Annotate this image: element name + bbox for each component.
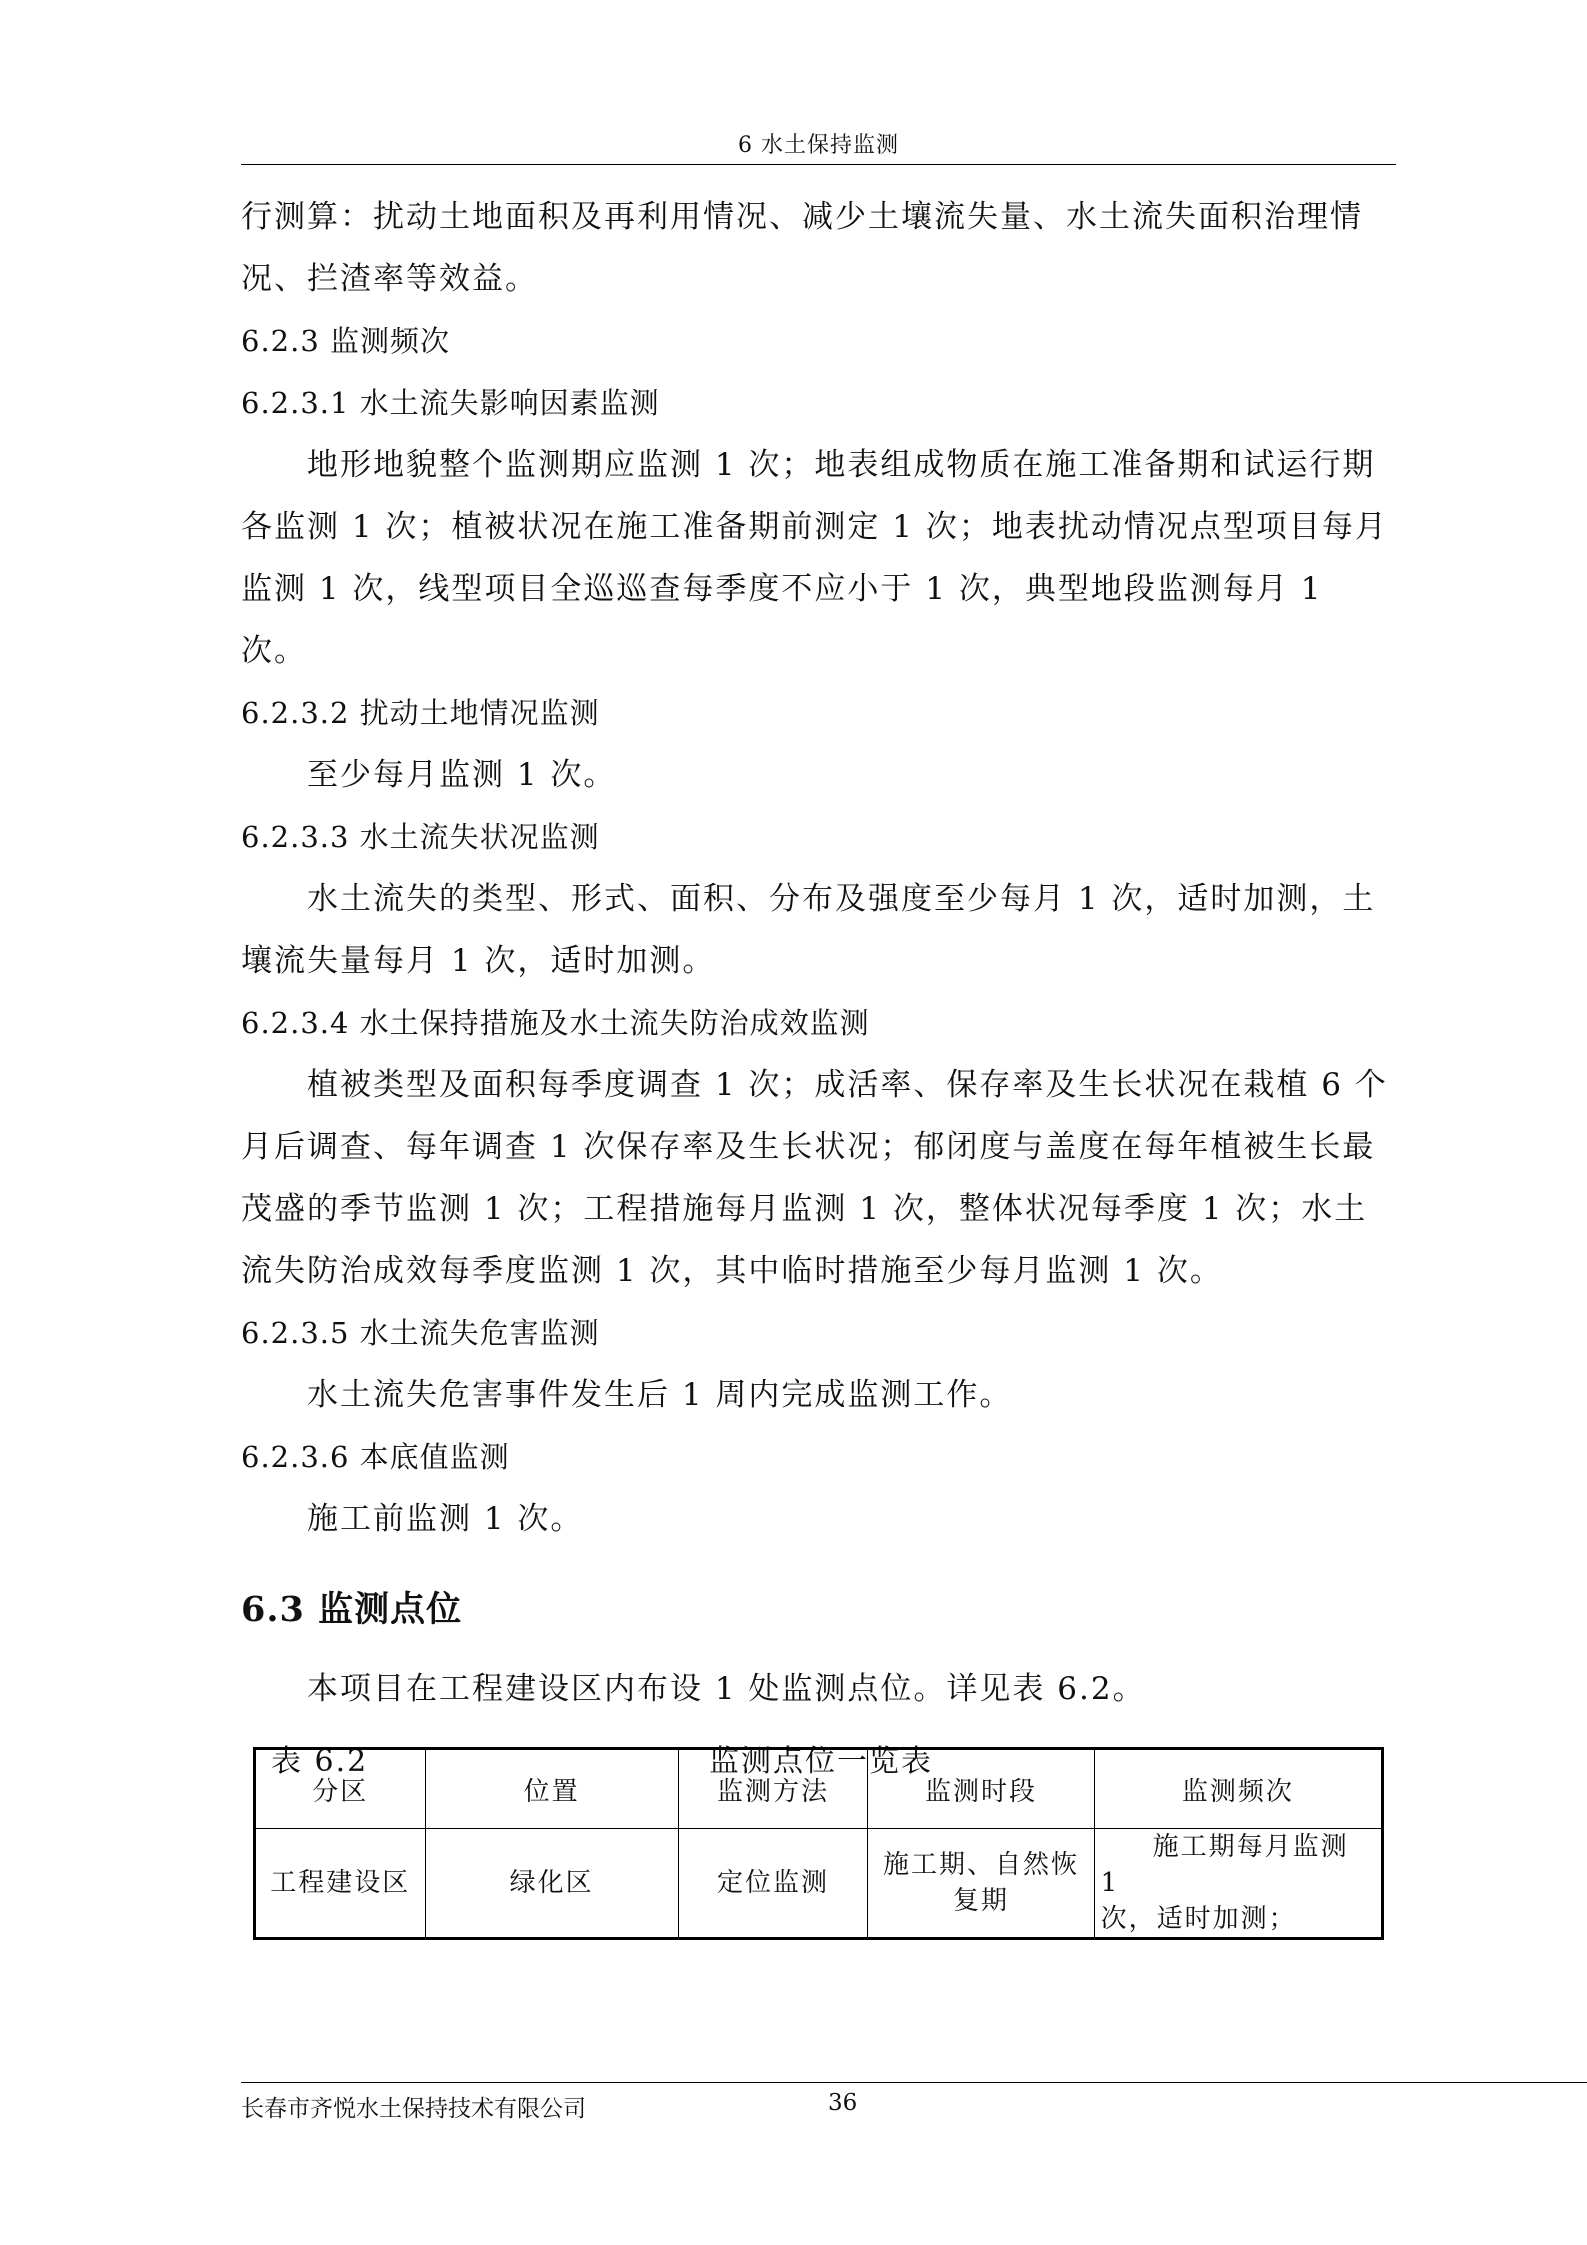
running-header: 6 水土保持监测 (738, 133, 899, 158)
table-title: 监测点位一览表 (709, 1744, 933, 1779)
table-row (255, 1829, 1383, 1939)
table-number: 表 6.2 (271, 1744, 369, 1779)
section-heading-6-3: 6.3 监测点位 (241, 1589, 463, 1630)
paragraph-6-3: 本项目在工程建设区内布设 1 处监测点位。详见表 6.2。 (307, 1671, 1146, 1707)
page-body (241, 186, 1396, 1784)
heading-6-2-3-1: 6.2.3.1 水土流失影响因素监测 (241, 386, 660, 420)
header-rule (241, 164, 1396, 165)
heading-6-2-3-3: 6.2.3.3 水土流失状况监测 (241, 820, 600, 854)
cell-frequency-line1: 施工期每月监测 1 (1100, 1832, 1349, 1898)
monitoring-points-table (253, 1747, 1384, 1940)
cell-period-line2: 复期 (952, 1886, 1009, 1916)
header-cell-period: 监测时段 (868, 1749, 1094, 1829)
header-cell-location: 位置 (425, 1749, 678, 1829)
paragraph-6-2-3-3: 水土流失的类型、形式、面积、分布及强度至少每月 1 次，适时加测，土壤流失量每月 1 次，适时加测。 (241, 881, 1376, 979)
header-cell-method: 监测方法 (678, 1749, 867, 1829)
heading-6-2-3-2: 6.2.3.2 扰动土地情况监测 (241, 696, 600, 730)
heading-6-2-3: 6.2.3 监测频次 (241, 324, 451, 358)
page-number: 36 (828, 2090, 858, 2116)
heading-6-2-3-5: 6.2.3.5 水土流失危害监测 (241, 1316, 600, 1350)
paragraph-6-2-3-4: 植被类型及面积每季度调查 1 次；成活率、保存率及生长状况在栽植 6 个月后调查、每年调查 1 次保存率及生长状况；郁闭度与盖度在每年植被生长最茂盛的季节监测 1 次；工程措施每月监测 1 次，整体状况每季度 1 次；水土流失防治成效每季度监测 1 次，其中临时措施至少每月监测 1 次。 (241, 1067, 1388, 1289)
footer-rule (241, 2082, 1587, 2083)
heading-6-2-3-6: 6.2.3.6 本底值监测 (241, 1440, 510, 1474)
paragraph-6-2-3-2: 至少每月监测 1 次。 (307, 757, 617, 793)
paragraph-6-2-3-1: 地形地貌整个监测期应监测 1 次；地表组成物质在施工准备期和试运行期各监测 1 次；植被状况在施工准备期前测定 1 次；地表扰动情况点型项目每月监测 1 次，线型项目全巡巡查每季度不应小于 1 次，典型地段监测每月 1 次。 (241, 447, 1388, 669)
header-cell-frequency: 监测频次 (1094, 1749, 1382, 1829)
cell-period-line1: 施工期、自然恢 (882, 1850, 1079, 1880)
cell-period (868, 1829, 1094, 1939)
cell-zone: 工程建设区 (255, 1829, 426, 1939)
header-cell-zone: 分区 (255, 1749, 426, 1829)
footer-company: 长春市齐悦水土保持技术有限公司 (241, 2096, 586, 2122)
cell-location: 绿化区 (425, 1829, 678, 1939)
cell-frequency-line2: 次，适时加测； (1100, 1904, 1297, 1934)
table-header-row (255, 1749, 1383, 1829)
cell-frequency (1094, 1829, 1382, 1939)
heading-6-2-3-4: 6.2.3.4 水土保持措施及水土流失防治成效监测 (241, 1006, 870, 1040)
paragraph-6-2-3-6: 施工前监测 1 次。 (307, 1501, 584, 1537)
paragraph-6-2-3-5: 水土流失危害事件发生后 1 周内完成监测工作。 (307, 1377, 1013, 1413)
cell-method: 定位监测 (678, 1829, 867, 1939)
paragraph-continuation: 行测算：扰动土地面积及再利用情况、减少土壤流失量、水土流失面积治理情况、拦渣率等效益。 (241, 199, 1363, 297)
